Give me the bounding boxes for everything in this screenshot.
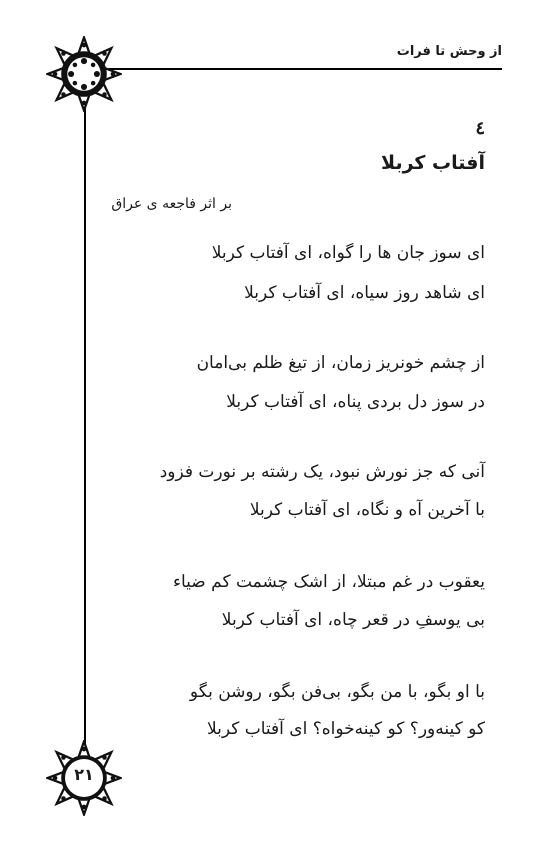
verse-line: بی یوسفِ در قعر چاه، ای آفتاب کربلا <box>221 610 485 630</box>
verse-line: در سوز دل بردی پناه، ای آفتاب کربلا <box>226 392 485 412</box>
verse-line: ای شاهد روز سیاه، ای آفتاب کربلا <box>244 283 485 303</box>
verse-line: یعقوب در غم مبتلا، از اشک چشمت کم ضیاء <box>173 572 485 592</box>
header-rule <box>84 68 502 70</box>
verse-line: از چشم خونریز زمان، از تیغ ظلم بی‌امان <box>196 353 485 373</box>
verse-line: کو کینه‌ور؟ کو کینه‌خواه؟ ای آفتاب کربلا <box>206 719 485 739</box>
verse-line: ای سوز جان ها را گواه، ای آفتاب کربلا <box>211 243 485 263</box>
verse-line: با آخرین آه و نگاه، ای آفتاب کربلا <box>249 500 485 520</box>
poem-title: آفتاب کربلا <box>381 152 485 174</box>
poem-number: ٤ <box>475 118 485 139</box>
poem-subtitle: بر اثر فاجعه ی عراق <box>111 196 232 212</box>
verse-line: با او بگو، با من بگو، بی‌فن بگو، روشن بگو <box>189 682 485 702</box>
top-ornament-icon <box>46 36 122 112</box>
verse-line: آنی که جز نورش نبود، یک رشته بر نورت فزود <box>159 462 485 482</box>
running-header-title: از وحش تا فرات <box>396 44 502 59</box>
margin-rule <box>84 68 86 780</box>
page-number: ۲۱ <box>74 765 94 784</box>
